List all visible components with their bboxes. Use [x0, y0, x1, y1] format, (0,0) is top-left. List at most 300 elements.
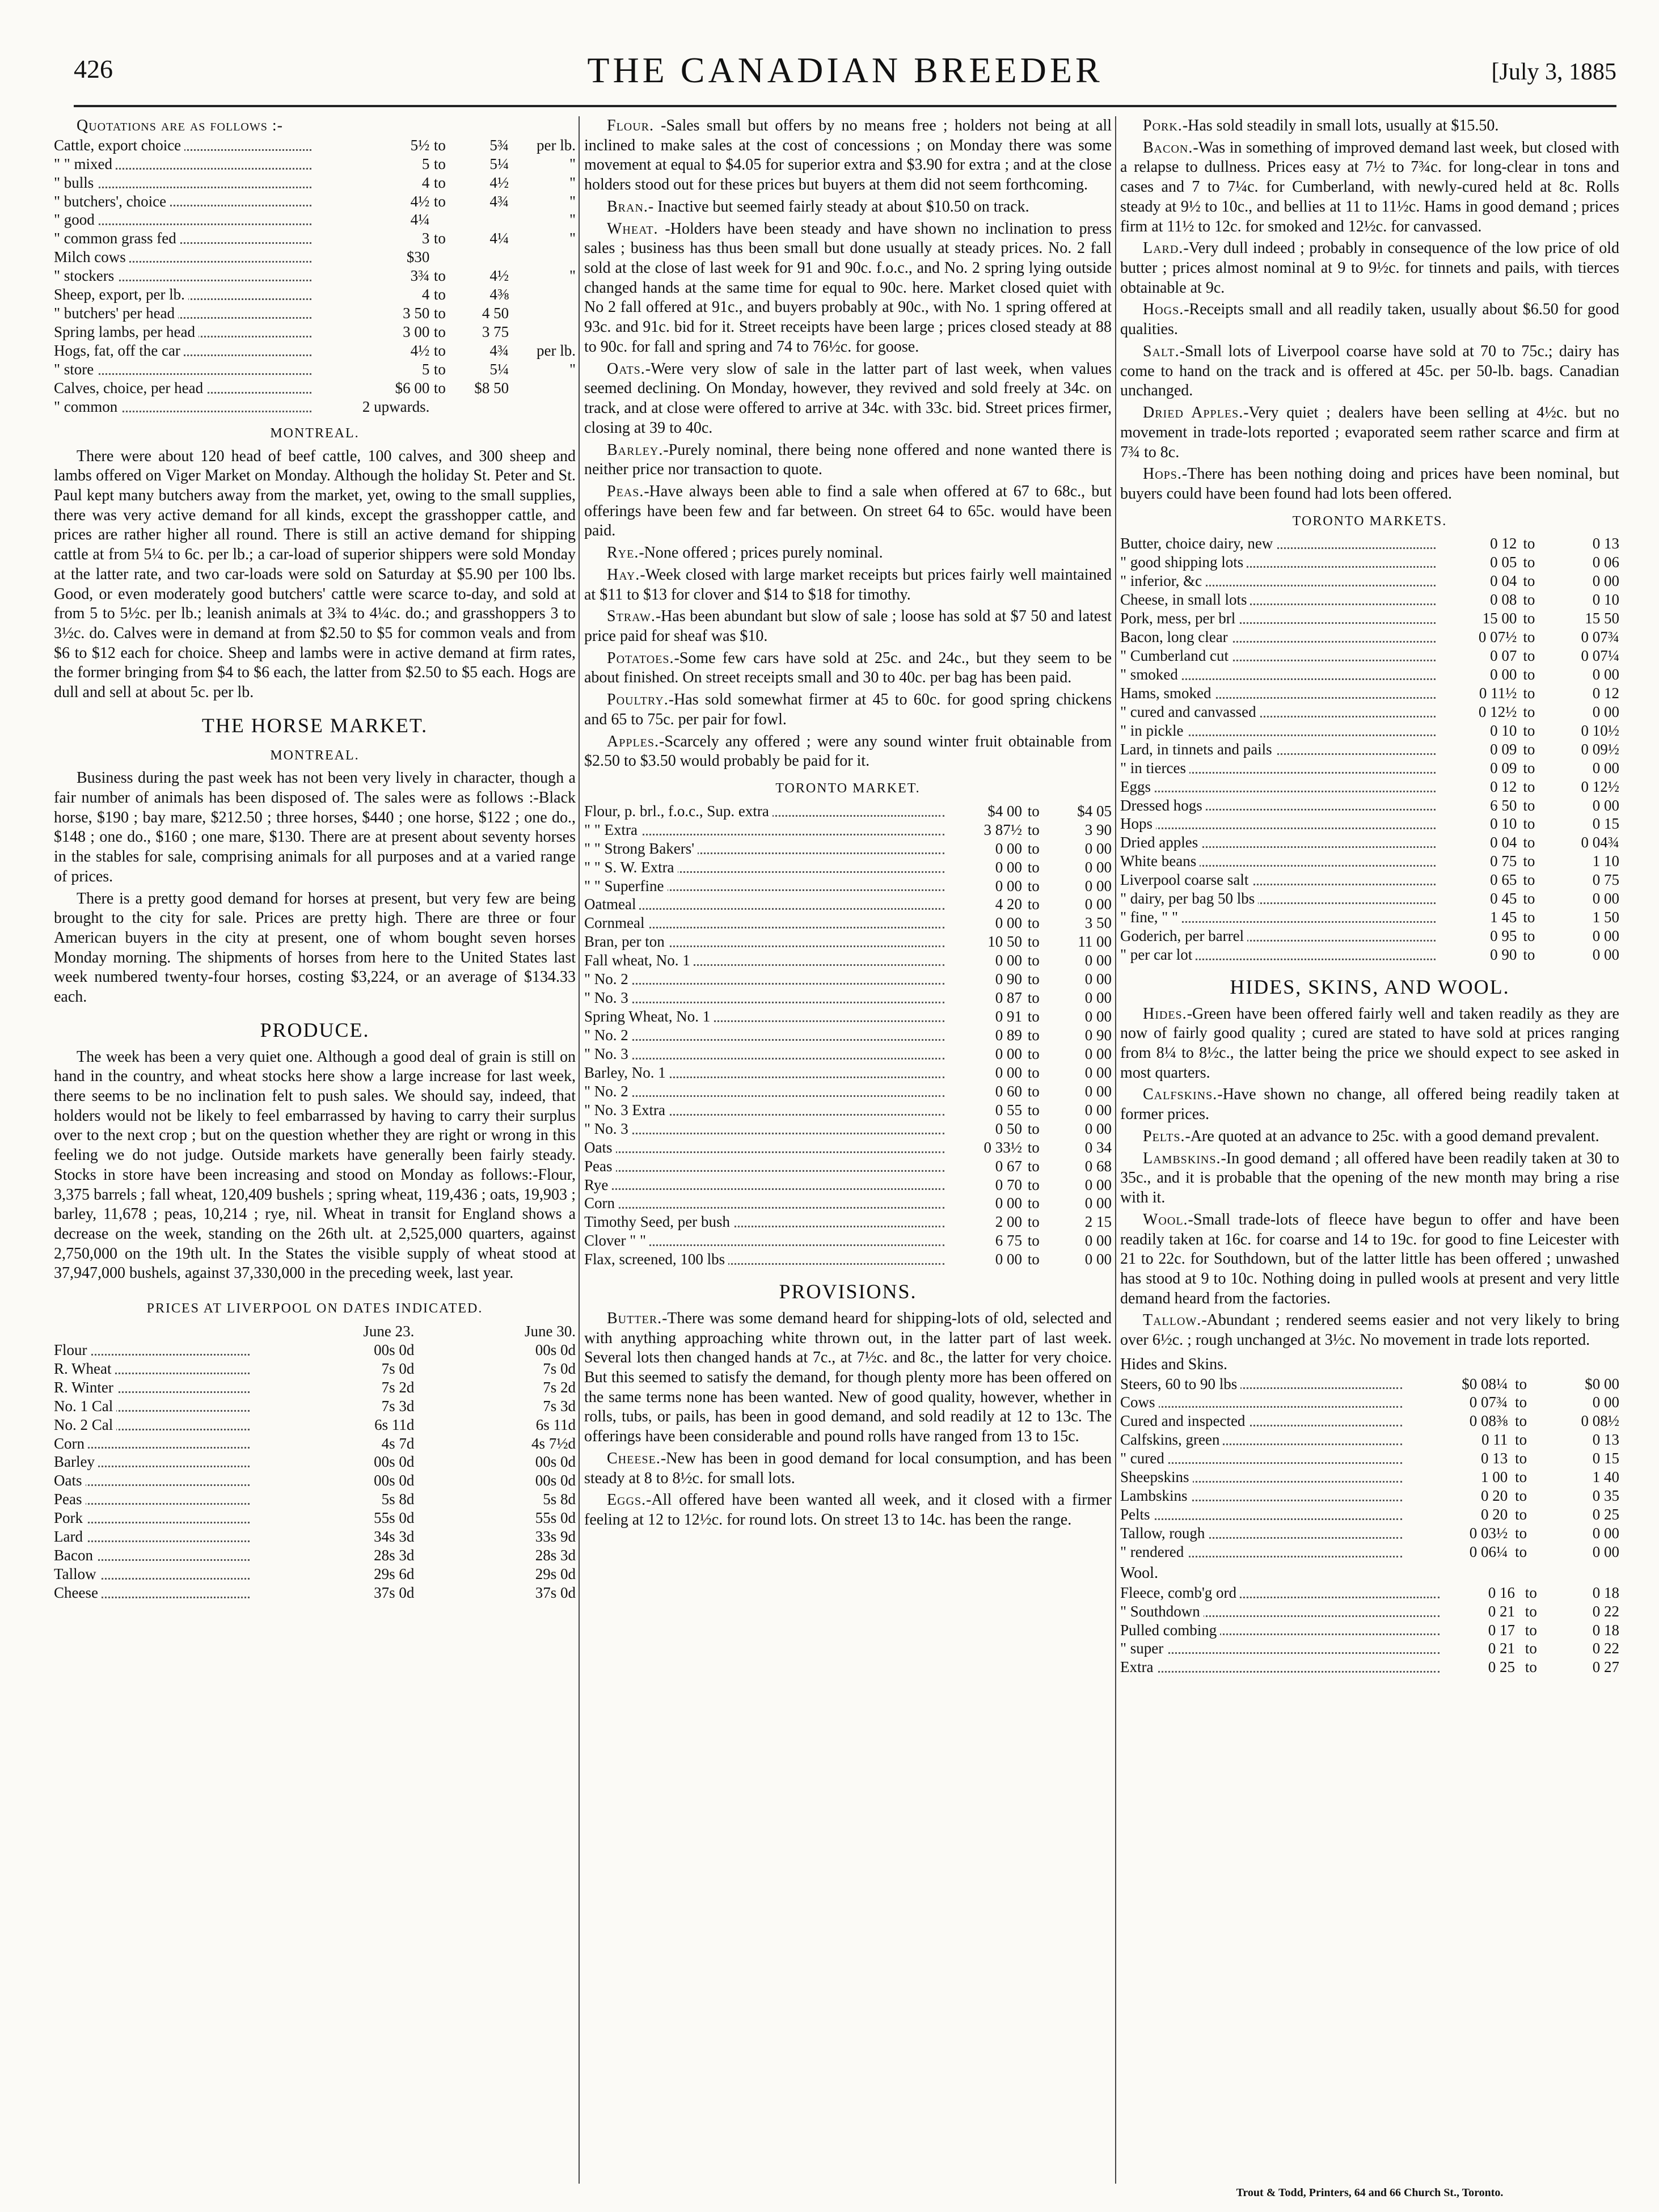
price-low: 0 45	[1490, 890, 1517, 907]
market-report-paragraph	[584, 565, 1112, 605]
row-label-text: " " Superfine	[584, 877, 668, 894]
row-label-text: " bulls	[54, 174, 97, 191]
price-low: 0 13	[1481, 1450, 1508, 1467]
price-june-23: 29s 6d	[374, 1565, 415, 1583]
market-report-paragraph	[584, 197, 1112, 217]
price-june-30: 28s 3d	[535, 1547, 576, 1564]
price-row	[1120, 1505, 1619, 1524]
price-unit	[509, 323, 576, 341]
price-low: 2 upwards.	[362, 398, 430, 415]
price-high: $0 00	[1585, 1375, 1619, 1392]
row-label-text: White beans	[1120, 852, 1200, 869]
price-row	[584, 914, 1112, 932]
to-word: to	[1027, 1138, 1040, 1156]
price-row	[54, 1378, 576, 1397]
price-low: 4½	[410, 342, 430, 360]
price-row	[54, 360, 576, 379]
price-low: 0 55	[995, 1101, 1022, 1118]
price-low: 0 12	[1490, 535, 1517, 552]
price-unit	[509, 285, 576, 304]
price-high: 0 68	[1084, 1157, 1112, 1175]
price-unit: "	[569, 360, 576, 378]
price-june-23: 5s 8d	[381, 1491, 415, 1508]
price-low: 0 10	[1490, 721, 1517, 739]
price-row	[54, 155, 576, 174]
to-word: to	[433, 267, 446, 285]
price-high: 11 00	[1078, 933, 1112, 951]
price-low: 0 00	[995, 952, 1022, 969]
to-word: to	[1523, 796, 1535, 814]
row-label	[54, 1565, 253, 1584]
price-high: 0 00	[1592, 759, 1619, 776]
row-label-text: " cured	[1120, 1450, 1168, 1467]
paragraph-text: -Week closed with large market receipts but prices fairly well maintained at $11 to $13 for clover and $14 to $18 for timothy.	[584, 565, 1112, 603]
price-high: 0 00	[1084, 858, 1112, 876]
to-word: to	[1027, 802, 1040, 820]
wool-subheading: Wool.	[1120, 1564, 1158, 1582]
row-label	[1120, 1543, 1405, 1561]
paragraph-lead: Lambskins.	[1143, 1149, 1221, 1167]
to-word: to	[1523, 684, 1535, 702]
row-label-text: " " Strong Bakers'	[584, 840, 698, 857]
row-label-text: Pelts	[1120, 1506, 1154, 1523]
price-unit: "	[569, 155, 576, 172]
row-label-text: Calves, choice, per head	[54, 379, 206, 396]
price-row	[584, 1194, 1112, 1213]
row-label-text: " " Extra	[584, 821, 641, 838]
price-low: 3 50	[403, 305, 430, 322]
row-label-text: Cows	[1120, 1394, 1159, 1411]
paragraph-text: - Inactive but seemed fairly steady at about $10.50 on track.	[648, 197, 1029, 216]
paragraph-text: -Holders have been steady and have shown no inclination to press sales ; business has thus been small but done usually at steady prices. No. 2 fall sold at the close of last week for 91 and 90c. f.o.c., and No. 2 spring lying outside changed hands at the same time for equal to 90c. here. Market closed quiet with No 2 fall offered at 91c., and buyers probably at 90c., with No. 1 spring offered at 93c. and 91c. bid for it. Street receipts have been large ; prices closed steady at 88 to 90c. for fall and spring and 74 to 76½c. for goose.	[584, 219, 1112, 356]
row-label-text: Timothy Seed, per bush	[584, 1213, 733, 1230]
row-label-text: " " mixed	[54, 155, 116, 172]
price-june-23: 00s 0d	[374, 1453, 415, 1471]
page-number: 426	[74, 54, 113, 83]
price-row	[584, 1082, 1112, 1101]
row-label	[1120, 759, 1439, 778]
price-row	[584, 1007, 1112, 1026]
price-low: 0 33½	[983, 1138, 1022, 1156]
row-label	[1120, 590, 1439, 609]
price-row	[1120, 852, 1619, 871]
paragraph-lead: Dried Apples.	[1143, 404, 1244, 422]
row-label	[54, 1584, 253, 1602]
row-label	[584, 1157, 948, 1176]
price-row	[1120, 1584, 1619, 1602]
row-label	[1120, 1430, 1405, 1449]
paragraph-text: -Sales small but offers by no means free ; holders not being at all inclined to make sales at the cost of concessions ; on Monday there was some movement at equal to $4.05 for superior extra and $3.90 for extra ; and at the close holders stood out for these prices but buyers at them did not seem forthcoming.	[584, 117, 1112, 194]
price-high: 0 13	[1592, 1431, 1619, 1449]
row-label	[54, 1527, 253, 1546]
price-row	[54, 1584, 576, 1602]
price-high: 0 04¾	[1581, 834, 1619, 851]
price-row	[1120, 703, 1619, 721]
price-row	[584, 1250, 1112, 1269]
price-row	[54, 229, 576, 248]
price-low: 0 04	[1490, 834, 1517, 851]
price-row	[584, 1045, 1112, 1063]
to-word: to	[1027, 839, 1040, 857]
price-row	[54, 1453, 576, 1471]
price-unit: "	[569, 230, 576, 247]
column-2	[584, 116, 1112, 2184]
to-word: to	[1523, 721, 1535, 739]
row-label	[584, 895, 948, 914]
row-label	[1120, 1621, 1443, 1640]
row-label-text: " No. 3 Extra	[584, 1101, 669, 1118]
price-high: 3 50	[1084, 914, 1112, 932]
paragraph-text: -Purely nominal, there being none offered and none wanted there is neither price nor transaction to quote.	[584, 441, 1112, 479]
price-high: 1 50	[1592, 909, 1619, 926]
row-label	[1120, 1505, 1405, 1524]
price-row	[1120, 871, 1619, 889]
to-word: to	[1523, 871, 1535, 889]
horse-market-paragraph: Business during the past week has not been very lively in character, though a fair number of animals has been disposed of. The sales were as follows :-Black horse, $190 ; bay mare, $212.50 ; three horses, $440 ; one horse, $122 ; one do., $148 ; one do., $160 ; one mare, $130. There are at present about seventy horses in the stables for sale, comprising animals for all purposes and at a varied range of prices.	[54, 769, 576, 885]
price-low: 0 05	[1490, 554, 1517, 571]
price-low: 0 11	[1481, 1431, 1508, 1449]
price-low: 0 00	[995, 1045, 1022, 1062]
price-high: 0 00	[1592, 1543, 1619, 1560]
price-row	[54, 1341, 576, 1360]
row-label-text: Pulled combing	[1120, 1622, 1220, 1639]
price-high: 0 00	[1084, 952, 1112, 969]
to-word: to	[1027, 989, 1040, 1007]
price-row	[584, 1026, 1112, 1045]
price-row	[584, 1063, 1112, 1082]
toronto-market-table	[584, 802, 1112, 1269]
row-label-text: Oats	[584, 1139, 616, 1156]
price-june-23: 00s 0d	[374, 1341, 415, 1358]
to-word: to	[1027, 952, 1040, 969]
price-june-30: 33s 9d	[535, 1528, 576, 1546]
price-high: 4½	[489, 267, 509, 285]
paragraph-lead: Lard.	[1143, 239, 1184, 257]
price-high: 0 07¼	[1581, 647, 1619, 665]
price-high: 0 00	[1084, 896, 1112, 913]
price-row	[54, 248, 576, 267]
market-report-paragraph	[584, 482, 1112, 541]
price-high: 15 50	[1585, 610, 1619, 627]
hides-skins-table	[1120, 1375, 1619, 1561]
price-high: 0 18	[1592, 1621, 1619, 1639]
to-word: to	[1523, 890, 1535, 907]
row-label	[54, 136, 315, 155]
row-label	[1120, 796, 1439, 815]
row-label-text: Dressed hogs	[1120, 797, 1206, 814]
to-word: to	[1027, 1120, 1040, 1137]
paragraph-lead: Poultry.	[607, 691, 669, 709]
row-label-text: " cured and canvassed	[1120, 703, 1260, 720]
to-word: to	[1515, 1431, 1527, 1449]
to-word: to	[1523, 591, 1535, 609]
price-low: 0 91	[995, 1008, 1022, 1025]
row-label-text: Cheese, in small lots	[1120, 591, 1250, 608]
price-high: 0 00	[1084, 1251, 1112, 1268]
row-label-text: Cattle, export choice	[54, 137, 184, 154]
to-word: to	[1523, 535, 1535, 552]
market-report-paragraph	[584, 1449, 1112, 1488]
price-june-23: 55s 0d	[374, 1509, 415, 1527]
price-low: 0 00	[995, 1251, 1022, 1268]
row-label	[54, 323, 315, 341]
price-row	[1120, 721, 1619, 740]
price-high: 1 10	[1592, 852, 1619, 870]
price-row	[584, 932, 1112, 951]
price-high: 0 00	[1592, 1525, 1619, 1542]
price-low: 0 20	[1481, 1506, 1508, 1523]
to-word: to	[1523, 610, 1535, 627]
provisions-heading: PROVISIONS.	[779, 1280, 917, 1303]
row-label-text: " in pickle	[1120, 722, 1187, 739]
price-june-23: 4s 7d	[381, 1434, 415, 1452]
price-low: 0 00	[995, 914, 1022, 932]
row-label	[54, 379, 315, 398]
to-word: to	[433, 155, 446, 172]
price-row	[1120, 1412, 1619, 1430]
row-label-text: " inferior, &c	[1120, 572, 1205, 589]
price-low: 0 00	[995, 1194, 1022, 1212]
market-report-paragraph	[584, 360, 1112, 438]
masthead	[74, 50, 1616, 107]
to-word: to	[1027, 1045, 1040, 1062]
to-word: to	[433, 323, 446, 341]
price-low: 0 00	[995, 1063, 1022, 1081]
row-label	[1120, 1393, 1405, 1412]
row-label-text: Bran, per ton	[584, 933, 668, 950]
price-high: 0 00	[1592, 665, 1619, 683]
price-high: 0 00	[1084, 1232, 1112, 1249]
liverpool-column-header: June 23.	[363, 1322, 415, 1340]
price-row	[54, 1397, 576, 1416]
row-label	[1120, 1524, 1405, 1543]
price-june-30: 37s 0d	[535, 1584, 576, 1601]
printer-imprint: Trout & Todd, Printers, 64 and 66 Church St., Toronto.	[1236, 2186, 1504, 2199]
montreal-subheading: MONTREAL.	[270, 425, 360, 441]
row-label	[584, 1231, 948, 1250]
row-label	[54, 1490, 253, 1509]
price-unit	[509, 304, 576, 323]
price-row	[54, 1490, 576, 1509]
price-high: 4 50	[482, 305, 509, 322]
paragraph-lead: Butter.	[607, 1309, 662, 1327]
price-unit	[509, 379, 576, 398]
row-label-text: Liverpool coarse salt	[1120, 871, 1252, 888]
row-label	[1120, 1639, 1443, 1658]
price-row	[1120, 534, 1619, 553]
price-high: 0 25	[1592, 1506, 1619, 1523]
paragraph-text: -Has sold somewhat firmer at 45 to 60c. for good spring chickens and 65 to 75c. per pair for fowl.	[584, 691, 1112, 728]
row-label	[584, 1082, 948, 1101]
price-low: 0 67	[995, 1157, 1022, 1175]
price-june-30: 00s 0d	[535, 1341, 576, 1358]
price-high: 0 13	[1592, 535, 1619, 552]
row-label	[1120, 553, 1439, 572]
price-low: $30	[406, 248, 430, 266]
price-low: 5	[421, 155, 430, 172]
price-row	[54, 1546, 576, 1565]
price-row	[54, 341, 576, 360]
row-label-text: Steers, 60 to 90 lbs	[1120, 1375, 1240, 1392]
price-high: 0 00	[1084, 1063, 1112, 1081]
row-label	[584, 1045, 948, 1063]
row-label-text: R. Wheat	[54, 1360, 115, 1377]
horse-market-heading: THE HORSE MARKET.	[201, 714, 428, 737]
row-label-text: " Cumberland cut	[1120, 647, 1232, 664]
row-label	[54, 1509, 253, 1527]
row-label	[584, 1194, 948, 1213]
paragraph-text: -Have shown no change, all offered being readily taken at former prices.	[1120, 1086, 1619, 1124]
to-word: to	[1523, 815, 1535, 833]
price-june-23: 28s 3d	[374, 1547, 415, 1564]
row-label	[1120, 889, 1439, 908]
price-low: 1 00	[1481, 1468, 1508, 1486]
price-low: 0 03½	[1469, 1525, 1508, 1542]
to-word: to	[1525, 1621, 1537, 1639]
price-low: 0 90	[995, 970, 1022, 988]
row-label	[584, 858, 948, 877]
to-word: to	[1027, 1157, 1040, 1175]
price-low: 4	[421, 174, 430, 191]
price-high: $8 50	[474, 379, 509, 396]
row-label	[584, 951, 948, 970]
price-row	[1120, 572, 1619, 590]
row-label-text: " No. 2	[584, 970, 632, 987]
price-low: 0 11½	[1479, 684, 1517, 702]
row-label	[584, 877, 948, 896]
price-high: 4⅜	[489, 286, 509, 303]
price-row	[1120, 1658, 1619, 1677]
paragraph-lead: Hops.	[1143, 465, 1182, 483]
liverpool-column-header: June 30.	[525, 1322, 576, 1340]
to-word	[429, 248, 450, 267]
to-word: to	[1515, 1468, 1527, 1486]
to-word: to	[1523, 778, 1535, 795]
market-report-paragraph	[1120, 1311, 1619, 1350]
paragraph-text: -There was some demand heard for shipping-lots of old, selected and with anything approaching white thrown out, in the latter part of last week. Several lots then changed hands at 7c., at 7½c. and 8c., the latter for very choice. But this seemed to satisfy the demand, for though plenty more has been offered on the same terms none has been wanted. New of good quality, however, whether in rolls, tubs, or pails, has been in good demand, and sold readily at 12 to 13c. The offerings have been considerable and pound rolls have ranged from 13 to 15c.	[584, 1309, 1112, 1446]
price-low: $4 00	[987, 802, 1022, 820]
price-row	[54, 1527, 576, 1546]
row-label	[1120, 814, 1439, 833]
row-label-text: Clover " "	[584, 1232, 649, 1249]
to-word: to	[1523, 834, 1535, 851]
row-label	[584, 1250, 948, 1269]
price-unit: per lb.	[537, 342, 576, 360]
price-row	[584, 1101, 1112, 1120]
row-label-text: Flax, screened, 100 lbs	[584, 1251, 728, 1268]
price-high: 3 90	[1084, 821, 1112, 838]
row-label-text: Pork, mess, per brl	[1120, 610, 1239, 627]
market-report-paragraph	[584, 607, 1112, 646]
price-high: 0 12	[1592, 684, 1619, 702]
market-report-paragraph	[1120, 1210, 1619, 1309]
price-low: 4 20	[995, 896, 1022, 913]
price-low: 0 21	[1488, 1602, 1516, 1620]
horse-montreal-subheading: MONTREAL.	[270, 748, 360, 763]
paragraph-lead: Barley.	[607, 441, 664, 459]
price-row	[54, 210, 576, 229]
row-label-text: " dairy, per bag 50 lbs	[1120, 890, 1258, 907]
price-low: 0 21	[1488, 1640, 1516, 1657]
row-label-text: Barley	[54, 1453, 98, 1470]
price-row	[54, 285, 576, 304]
row-label	[54, 1416, 253, 1434]
row-label-text: " butchers' per head	[54, 305, 178, 322]
price-row	[584, 1176, 1112, 1194]
to-word: to	[1515, 1487, 1527, 1505]
hides-skins-subheading: Hides and Skins.	[1120, 1355, 1227, 1373]
market-report-paragraph	[1120, 1127, 1619, 1147]
price-june-30: 55s 0d	[535, 1509, 576, 1527]
price-low: 0 50	[995, 1120, 1022, 1137]
paragraph-lead: Pelts.	[1143, 1127, 1185, 1145]
row-label-text: " No. 2	[584, 1027, 632, 1044]
to-word: to	[1525, 1584, 1537, 1601]
row-label	[54, 360, 315, 379]
price-low: 0 04	[1490, 572, 1517, 590]
paragraph-text: -Green have been offered fairly well and taken readily as they are now of fairly good quality ; cured are stated to have sold at prices ranging from 8¼ to 8½c., the latter being the price we should expect to see asked in most quarters.	[1120, 1004, 1619, 1082]
price-row	[584, 839, 1112, 858]
row-label	[54, 1360, 253, 1378]
market-report-paragraph	[584, 219, 1112, 357]
price-low: 0 10	[1490, 815, 1517, 833]
row-label-text: Peas	[584, 1158, 616, 1175]
market-report-paragraph	[584, 1309, 1112, 1447]
to-word: to	[1523, 647, 1535, 665]
row-label	[584, 802, 948, 821]
price-high: 4½	[489, 174, 509, 191]
to-word: to	[433, 360, 446, 378]
row-label	[54, 1434, 253, 1453]
row-label-text: Sheep, export, per lb.	[54, 286, 188, 303]
to-word: to	[1027, 1082, 1040, 1100]
price-high: 1 40	[1592, 1468, 1619, 1486]
row-label-text: Eggs	[1120, 778, 1154, 795]
price-june-30: 7s 3d	[543, 1397, 576, 1415]
price-high: 3 75	[482, 323, 509, 341]
price-row	[54, 379, 576, 398]
to-word: to	[1027, 1008, 1040, 1025]
price-row	[54, 174, 576, 192]
to-word: to	[1027, 1027, 1040, 1044]
toronto-markets-table	[1120, 534, 1619, 964]
row-label	[584, 989, 948, 1007]
row-label	[1120, 703, 1439, 721]
row-label-text: Cheese	[54, 1584, 102, 1601]
price-row	[1120, 833, 1619, 852]
paragraph-lead: Potatoes.	[607, 649, 674, 667]
to-word: to	[1027, 933, 1040, 951]
price-june-30: 7s 0d	[543, 1360, 576, 1377]
price-low: 15 00	[1482, 610, 1517, 627]
row-label	[584, 970, 948, 989]
price-row	[1120, 1449, 1619, 1468]
paragraph-lead: Cheese.	[607, 1449, 661, 1467]
to-word: to	[1027, 1232, 1040, 1249]
price-high: 0 12½	[1581, 778, 1619, 795]
market-report-paragraph	[1120, 138, 1619, 237]
row-label-text: Lambskins	[1120, 1487, 1191, 1504]
row-label-text: Spring Wheat, No. 1	[584, 1008, 714, 1025]
price-low: 0 17	[1488, 1621, 1516, 1639]
quotations-heading: Quotations are as follows :-	[77, 117, 283, 134]
price-low: 0 75	[1490, 852, 1517, 870]
price-high: 0 07¾	[1581, 628, 1619, 646]
row-label	[54, 285, 315, 304]
price-row	[1120, 889, 1619, 908]
to-word: to	[1515, 1525, 1527, 1542]
price-unit: "	[569, 267, 576, 285]
